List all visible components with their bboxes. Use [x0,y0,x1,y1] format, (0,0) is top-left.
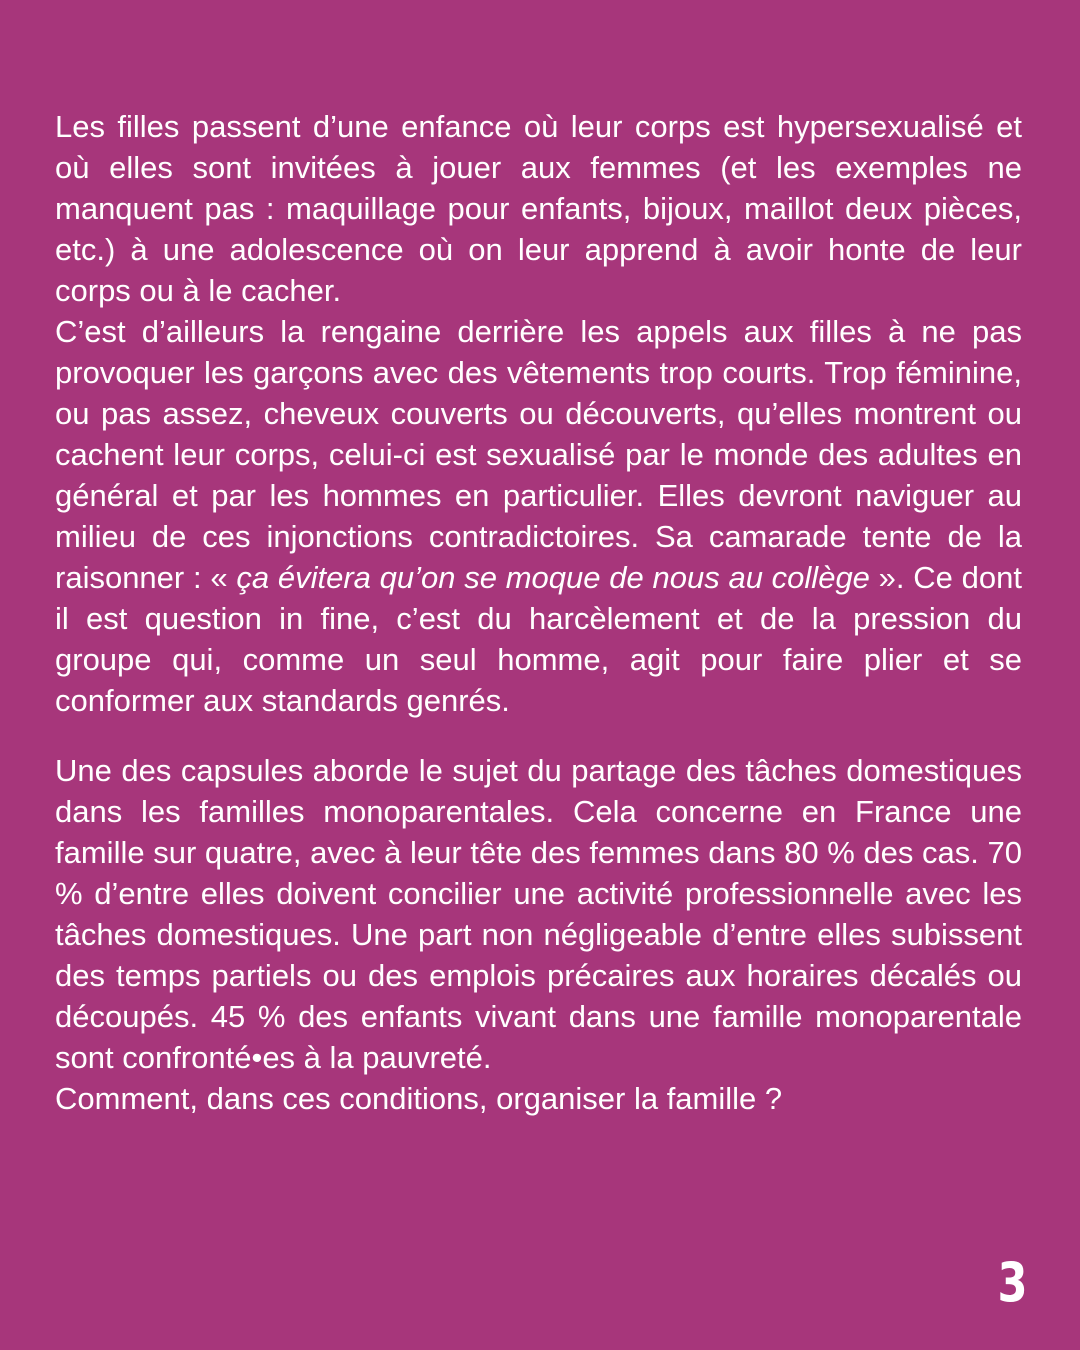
paragraph-2-quote: ça évitera qu’on se moque de nous au collège [236,560,870,595]
page-number: 3 [997,1251,1028,1314]
article-body [55,106,1022,1119]
paragraph-1: Les filles passent d’une enfance où leur corps est hypersexualisé et où elles sont invitées à jouer aux femmes (et les exemples ne manquent pas : maquillage pour enfants, bijoux, maillot deux pièces, etc.) à une adolescence où on leur apprend à avoir honte de leur corps ou à le cacher. [55,109,1022,308]
paragraph-spacer [55,721,1022,750]
paragraph-4: Comment, dans ces conditions, organiser la famille ? [55,1081,783,1116]
paragraph-2-start: C’est d’ailleurs la rengaine derrière les appels aux filles à ne pas provoquer les garçons avec des vêtements trop courts. Trop féminine, ou pas assez, cheveux couverts ou découverts, qu’elles montrent ou cachent leur corps, celui-ci est sexualisé par le monde des adultes en général et par les hommes en particulier. Elles devront naviguer au milieu de ces injonctions contradictoires. Sa camarade tente de la raisonner : « [55,314,1022,595]
paragraph-2-end: ». Ce dont il est question in fine, c’est du harcèlement et de la pression du groupe qui, comme un seul homme, agit pour faire plier et se conformer aux standards genrés. [55,560,1022,718]
paragraph-2 [55,311,1022,721]
paragraph-3: Une des capsules aborde le sujet du partage des tâches domestiques dans les familles monoparentales. Cela concerne en France une famille sur quatre, avec à leur tête des femmes dans 80 % des cas. 70 % d’entre elles doivent concilier une activité professionnelle avec les tâches domestiques. Une part non négligeable d’entre elles subissent des temps partiels ou des emplois précaires aux horaires décalés ou découpés. 45 % des enfants vivant dans une famille monoparentale sont confronté•es à la pauvreté. [55,753,1022,1075]
